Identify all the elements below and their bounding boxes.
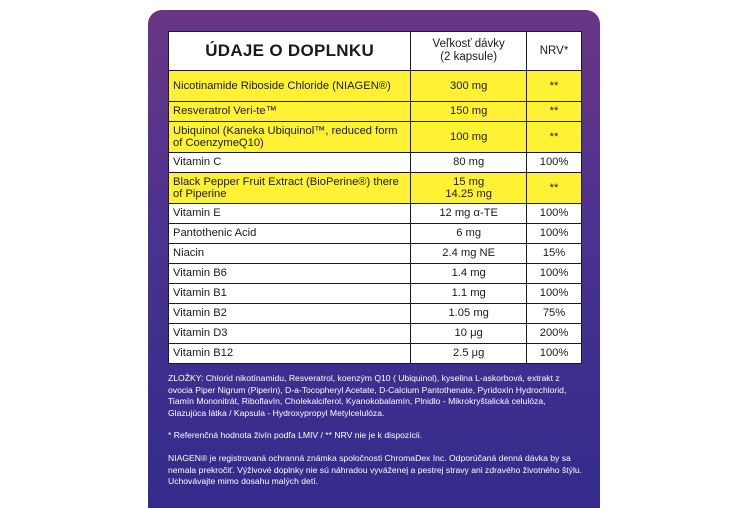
- ingredient-name: Vitamin C: [169, 153, 411, 173]
- table-row: [169, 224, 582, 244]
- table-row: [169, 204, 582, 224]
- nrv-value: 100%: [527, 153, 582, 173]
- ingredient-name: Vitamin B1: [169, 284, 411, 304]
- amount-value: 1.1 mg: [411, 284, 527, 304]
- ingredient-name: Niacin: [169, 244, 411, 264]
- ingredient-name: Black Pepper Fruit Extract (BioPerine®) there of Piperine: [169, 173, 411, 204]
- ingredient-name: Resveratrol Veri-te™: [169, 102, 411, 122]
- nrv-value: **: [527, 71, 582, 102]
- nrv-value: 100%: [527, 204, 582, 224]
- notes-section: [168, 373, 584, 499]
- amount-value: 15 mg 14.25 mg: [411, 173, 527, 204]
- table-row: [169, 304, 582, 324]
- ingredient-name: Vitamin B12: [169, 344, 411, 364]
- table-row: [169, 244, 582, 264]
- nrv-value: 200%: [527, 324, 582, 344]
- amount-value: 1.05 mg: [411, 304, 527, 324]
- amount-value: 2.4 mg NE: [411, 244, 527, 264]
- dose-header-text: Veľkosť dávky (2 kapsule): [432, 38, 505, 63]
- nrv-value: 100%: [527, 284, 582, 304]
- ingredient-name: Vitamin B6: [169, 264, 411, 284]
- table-row: [169, 71, 582, 102]
- nrv-value: **: [527, 122, 582, 153]
- supplement-facts-panel: [148, 10, 600, 508]
- ingredient-name: Vitamin D3: [169, 324, 411, 344]
- nrv-value: 15%: [527, 244, 582, 264]
- nrv-footnote: * Referenčná hodnota živín podľa LMIV / ** NRV nie je k dispozícii.: [168, 430, 423, 441]
- amount-value: 12 mg α-TE: [411, 204, 527, 224]
- table-row: [169, 264, 582, 284]
- amount-value: 100 mg: [411, 122, 527, 153]
- supplement-facts-table: [168, 31, 582, 364]
- nrv-value: 100%: [527, 344, 582, 364]
- table-title: ÚDAJE O DOPLNKU: [169, 32, 411, 71]
- amount-value: 1.4 mg: [411, 264, 527, 284]
- ingredient-name: Vitamin E: [169, 204, 411, 224]
- table-row: [169, 324, 582, 344]
- ingredients-text: ZLOŽKY: Chlorid nikotínamidu, Resveratrol, koenzým Q10 ( Ubiquinol), kyselina L-askorbová, extrakt z ovocia Piper Nigrum (Piperin), D-a-Tocopheryl Acetate, D-Calcium Pantothenate, Pyridoxín Hydrochlorid, Tiamín Mononitrát, Riboflavín, Cholekalciferol, Kyanokobalamín, Plnidlo - Mikrokryštalická celulóza, Glazujúca látka / Kapsula - Hydroxypropyl Metylcelulóza.: [168, 373, 567, 418]
- ingredient-name: Pantothenic Acid: [169, 224, 411, 244]
- ingredient-name: Vitamin B2: [169, 304, 411, 324]
- amount-value: 10 μg: [411, 324, 527, 344]
- table-row: [169, 102, 582, 122]
- table-row: [169, 173, 582, 204]
- nrv-header: NRV*: [527, 32, 582, 71]
- nrv-value: **: [527, 173, 582, 204]
- amount-value: 300 mg: [411, 71, 527, 102]
- nrv-value: 100%: [527, 264, 582, 284]
- amount-value: 150 mg: [411, 102, 527, 122]
- table-row: [169, 284, 582, 304]
- nrv-value: 100%: [527, 224, 582, 244]
- disclaimer-text: NIAGEN® je registrovaná ochranná známka spoločnosti ChromaDex Inc. Odporúčaná denná dávka by sa nemala prekročiť. Výživové doplnky nie sú náhradou vyváženej a pestrej stravy ani zdravého životného štýlu. Uchovávajte mimo dosahu malých detí.: [168, 452, 583, 487]
- ingredient-name: Nicotinamide Riboside Chloride (NIAGEN®): [169, 71, 411, 102]
- table-row: [169, 344, 582, 364]
- ingredient-name: Ubiquinol (Kaneka Ubiquinol™, reduced form of CoenzymeQ10): [169, 122, 411, 153]
- amount-value: 80 mg: [411, 153, 527, 173]
- amount-value: 6 mg: [411, 224, 527, 244]
- amount-value: 2.5 μg: [411, 344, 527, 364]
- dose-header: [411, 32, 527, 71]
- table-row: [169, 153, 582, 173]
- table-row: [169, 122, 582, 153]
- nrv-value: **: [527, 102, 582, 122]
- nrv-value: 75%: [527, 304, 582, 324]
